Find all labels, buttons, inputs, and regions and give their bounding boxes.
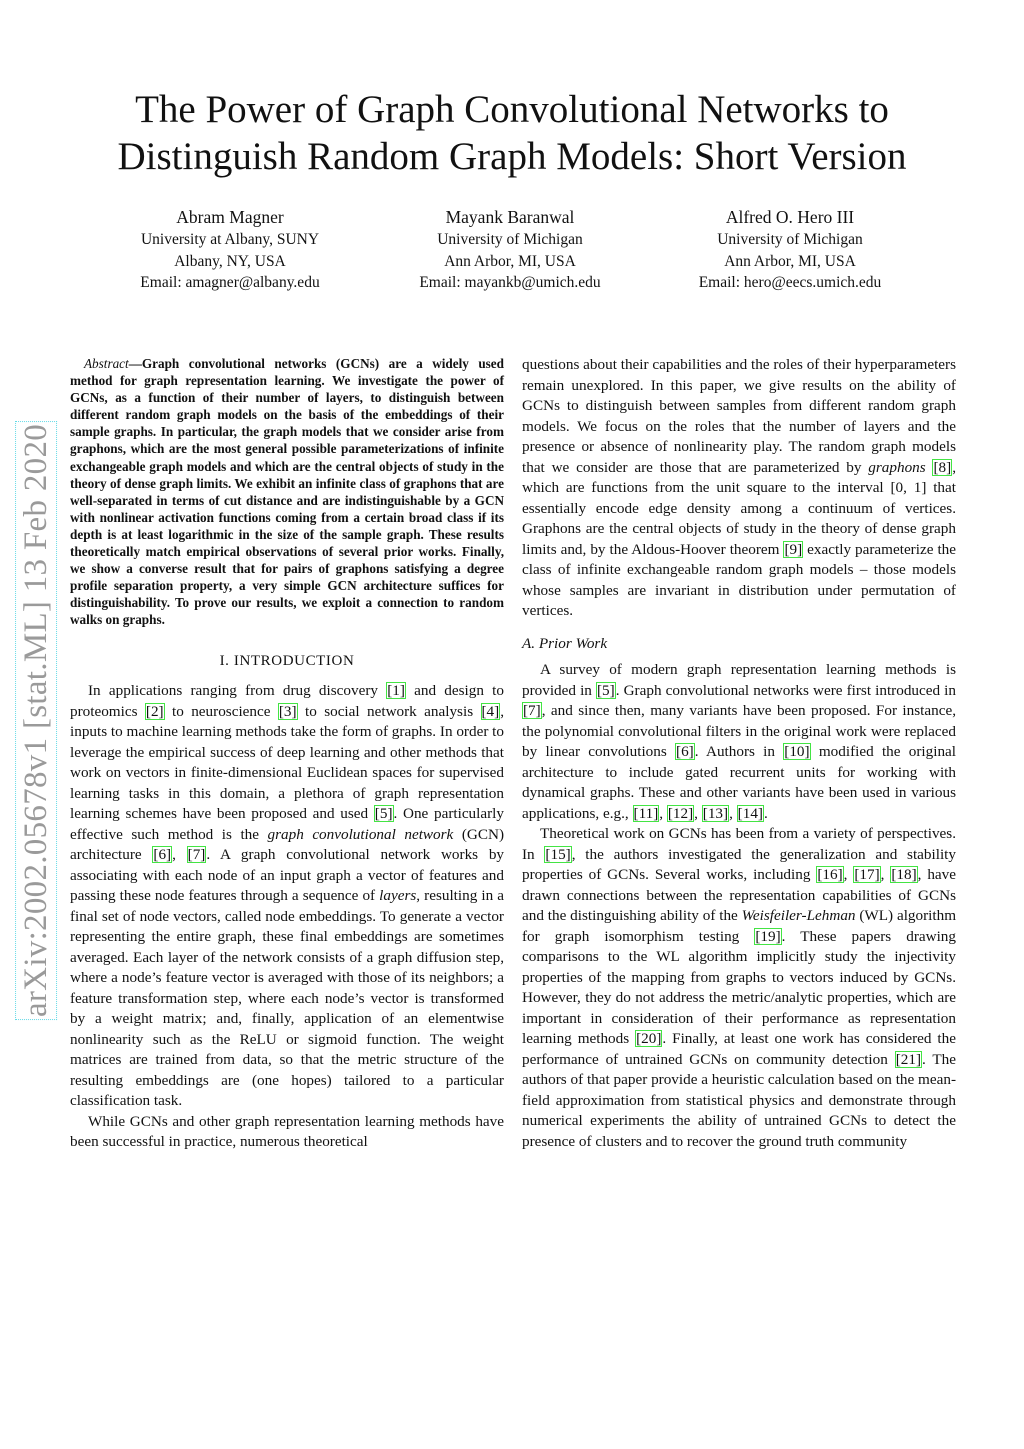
- citation-link[interactable]: [7]: [523, 702, 541, 719]
- author-location: Ann Arbor, MI, USA: [724, 252, 856, 270]
- author-affiliation: University of Michigan: [437, 231, 583, 248]
- abstract-text: —Graph convolutional networks (GCNs) are a widely used method for graph representation learning. We investigate the power of GCNs, as a function of their number of layers, to distinguish between different random graph models on the basis of the embeddings of their sample graphs. In particular, the graph models that we consider arise from graphons, which are the most general possible parameterizations of infinite exchangeable graph models and which are the central objects of study in the theory of dense graph limits. We exhibit an infinite class of graphons that are well-separated in terms of cut distance and are indistinguishable by a GCN with nonlinear activation functions coming from a certain broad class if its depth is at least logarithmic in the size of the sample graph. These results theoretically match empirical observations of several prior works. Finally, we show a converse result that for pairs of graphons satisfying a degree profile separation property, a very simple GCN architecture suffices for distinguishability. To prove our results, we exploit a connection to random walks on graphs.: [70, 356, 504, 628]
- title-line-2: Distinguish Random Graph Models: Short Version: [117, 135, 907, 178]
- author-affiliation: University of Michigan: [717, 231, 863, 248]
- citation-link[interactable]: [9]: [784, 540, 803, 558]
- citation-link[interactable]: [13]: [702, 804, 729, 822]
- citation-link[interactable]: [6]: [676, 743, 694, 760]
- citation-link[interactable]: [20]: [636, 1030, 662, 1047]
- citation-link[interactable]: [2]: [145, 702, 164, 720]
- citation-link[interactable]: [4]: [481, 702, 500, 720]
- abstract-label: Abstract: [84, 356, 129, 371]
- author-email: Email: amagner@albany.edu: [140, 274, 320, 291]
- citation-link[interactable]: [7]: [187, 846, 206, 863]
- emphasis-term: graphons: [868, 458, 926, 476]
- intro-paragraph-2: While GCNs and other graph representation learning methods have been successful in practice, numerous theoretical: [70, 1112, 504, 1150]
- section-heading-introduction: I. INTRODUCTION: [219, 652, 355, 669]
- citation-link[interactable]: [12]: [667, 804, 694, 822]
- citation-link[interactable]: [3]: [278, 702, 297, 720]
- right-column: [522, 355, 956, 1152]
- citation-link[interactable]: [10]: [784, 743, 810, 760]
- citation-link[interactable]: [11]: [633, 804, 659, 822]
- citation-link[interactable]: [14]: [737, 804, 763, 822]
- arxiv-sidebar: [10, 400, 64, 1040]
- left-column: [70, 355, 504, 1153]
- author-name: Mayank Baranwal: [445, 207, 575, 227]
- intro-paragraph-1: In applications ranging from drug discovery [1] and design to proteomics [2] to neuroscience [3] to social network analysis [4], inputs to machine learning methods take the form of graphs. In order to leverage the empirical success of deep learning and other methods that work on vectors in finite-dimensional Euclidean spaces for supervised learning tasks in this domain, a plethora of graph representation learning schemes have been proposed and used [5]. One particularly effective such method is the graph convolutional network (GCN) architecture [6], [7]. A graph convolutional network works by associating with each node of an input graph a vector of features and passing these node features through a sequence of layers, resulting in a final set of node vectors, called node embeddings. To generate a vector representing the entire graph, these final embeddings are sometimes averaged. Each layer of the network consists of a graph diffusion step, where a node’s feature vector is averaged with those of its neighbors; a feature transformation step, where each node’s vector is transformed by a weight matrix; and, finally, application of an elementwise nonlinearity such as the ReLU or sigmoid function. The weight matrices are trained from data, so that the metric structure of the resulting embeddings are (one hopes) tailored to a particular classification task.: [70, 682, 505, 1109]
- citation-link[interactable]: [21]: [895, 1050, 922, 1068]
- author-card: [650, 206, 930, 294]
- author-card: [370, 206, 650, 294]
- author-name: Abram Magner: [176, 207, 284, 227]
- author-email: Email: mayankb@umich.edu: [419, 274, 601, 291]
- author-card: [90, 206, 370, 294]
- emphasis-term: Weisfeiler-Lehman: [741, 907, 856, 924]
- citation-link[interactable]: [5]: [374, 805, 393, 822]
- arxiv-stamp-link[interactable]: arXiv:2002.05678v1 [stat.ML] 13 Feb 2020: [18, 423, 55, 1017]
- citation-link[interactable]: [15]: [545, 845, 571, 863]
- citation-link[interactable]: [18]: [891, 866, 917, 883]
- emphasis-term: graph convolutional network: [267, 825, 454, 843]
- citation-link[interactable]: [17]: [854, 866, 880, 883]
- emphasis-term: layers: [379, 887, 417, 904]
- abstract: [70, 355, 504, 629]
- author-location: Albany, NY, USA: [174, 252, 286, 270]
- author-location: Ann Arbor, MI, USA: [444, 252, 576, 270]
- prior-work-paragraph-1: A survey of modern graph representation learning methods is provided in [5]. Graph convolutional networks were first introduced in [7], and since then, many variants have been proposed. For instance, the polynomial convolutional filters in the original work were replaced by linear convolutions [6]. Authors in [10] modified the original architecture to include gated recurrent units for working with dynamical graphs. These and other variants have been used in various applications, e.g., [11], [12], [13], [14].: [522, 661, 956, 822]
- citation-link[interactable]: [1]: [387, 682, 405, 699]
- prior-work-paragraph-2: Theoretical work on GCNs has been from a variety of perspectives. In [15], the authors investigated the generalization and stability properties of GCNs. Several works, including [16], [17], [18], have drawn connections between the representation capabilities of GCNs and the distinguishing ability of the Weisfeiler-Lehman (WL) algorithm for graph isomorphism testing [19]. These papers drawing comparisons to the WL algorithm implicitly study the injectivity properties of the mapping from graphs to vectors induced by GCNs. However, they do not address the metric/analytic properties, which are important in consideration of their performance as representation learning methods [20]. Finally, at least one work has considered the performance of untrained GCNs on community detection [21]. The authors of that paper provide a heuristic calculation based on the mean-field approximation from statistical physics and demonstrate through numerical experiments the ability of untrained GCNs to detect the presence of clusters and to recover the ground truth community: [522, 825, 957, 1150]
- author-affiliation: University at Albany, SUNY: [140, 231, 320, 248]
- paper-title: [40, 86, 984, 180]
- author-block: [90, 206, 930, 294]
- author-email: Email: hero@eecs.umich.edu: [698, 274, 882, 291]
- title-line-1: The Power of Graph Convolutional Networks to: [135, 88, 889, 131]
- intro-paragraph-continued: questions about their capabilities and the roles of their hyperparameters remain unexplored. In this paper, we give results on the ability of GCNs to distinguish between samples from different random graph models. We focus on the roles that the number of layers and the presence or absence of nonlinearity play. The random graph models that we consider are those that are parameterized by graphons [8], which are functions from the unit square to the interval [0, 1] that essentially encode edge density among a continuum of vertices. Graphons are the central objects of study in the theory of dense graph limits and, by the Aldous-Hoover theorem [9] exactly parameterize the class of infinite exchangeable random graph models – those models whose samples are invariant in distribution under permutation of vertices.: [522, 356, 956, 619]
- citation-link[interactable]: [16]: [817, 866, 843, 883]
- citation-link[interactable]: [6]: [153, 846, 172, 863]
- author-name: Alfred O. Hero III: [725, 207, 855, 227]
- citation-link[interactable]: [8]: [933, 458, 952, 476]
- citation-link[interactable]: [19]: [755, 927, 781, 945]
- subsection-heading-prior-work: A. Prior Work: [522, 634, 608, 652]
- citation-link[interactable]: [5]: [596, 681, 615, 699]
